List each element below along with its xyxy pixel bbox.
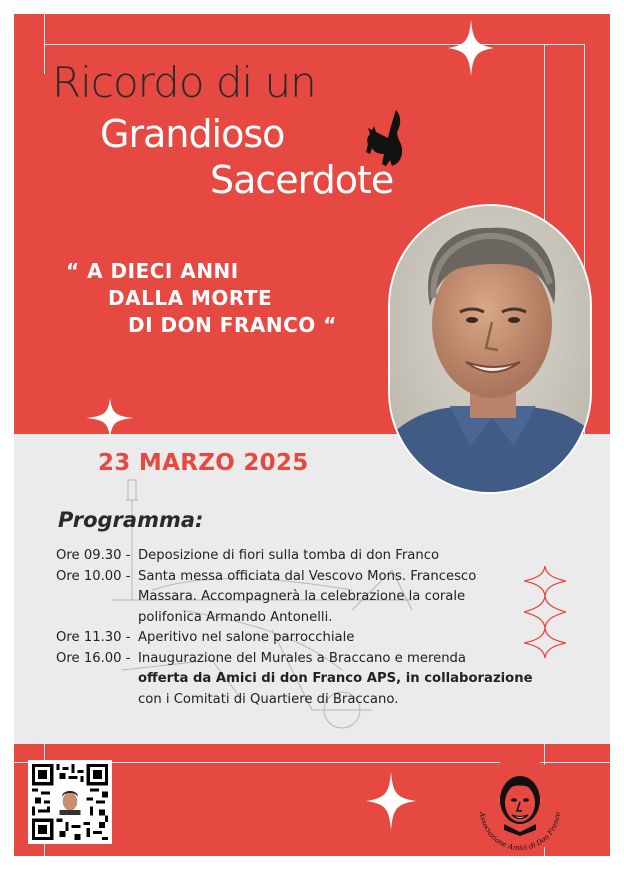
schedule-desc-line: Deposizione di fiori sulla tomba di don Franco [138, 548, 440, 563]
title-line-1: Ricordo di un [52, 58, 316, 107]
schedule-desc [138, 628, 546, 649]
sparkle-icon [448, 20, 494, 76]
schedule-time: Ore 09.30 - [56, 548, 131, 563]
schedule-item [56, 567, 546, 629]
schedule-desc-line: Aperitivo nel salone parrocchiale [138, 630, 355, 645]
schedule-desc-line: polifonica Armando Antonelli. [138, 609, 333, 625]
quote-block [66, 258, 386, 339]
diamond-chain-icon [524, 566, 566, 658]
schedule-item [56, 628, 546, 649]
schedule-time: Ore 16.00 - [56, 650, 131, 666]
schedule-desc [138, 649, 546, 711]
schedule-desc-line: Massara. Accompagnerà la celebrazione la corale [138, 589, 466, 604]
logo-text: Associazione Amici di Don Franco [477, 811, 562, 853]
schedule-desc-line: con i Comitati di Quartiere di Braccano. [138, 691, 399, 707]
schedule-item [56, 546, 546, 567]
quote-line: “ A DIECI ANNI [66, 259, 239, 283]
schedule-list [56, 546, 546, 710]
frame-line [44, 44, 584, 45]
event-date: 23 MARZO 2025 [98, 450, 309, 476]
schedule-time: Ore 11.30 - [56, 630, 131, 645]
portrait-photo [388, 204, 592, 494]
quote-line: DI DON FRANCO “ [128, 313, 337, 337]
program-title: Programma: [58, 508, 204, 532]
sparkle-icon [86, 398, 134, 438]
schedule-desc-line: offerta da Amici di don Franco APS, in collaborazione [138, 671, 533, 686]
title-line-3: Sacerdote [210, 158, 394, 202]
schedule-desc [138, 567, 546, 629]
sparkle-icon [366, 772, 416, 830]
title-line-2: Grandioso [100, 112, 285, 156]
quote-line: DALLA MORTE [108, 286, 273, 310]
association-logo [470, 756, 570, 856]
cat-silhouette-icon [362, 108, 408, 168]
schedule-desc [138, 546, 546, 567]
schedule-time: Ore 10.00 - [56, 568, 131, 584]
qr-code[interactable] [28, 760, 112, 844]
schedule-item [56, 649, 546, 711]
schedule-desc-line: Inaugurazione del Murales a Braccano e merenda [138, 650, 467, 666]
schedule-desc-line: Santa messa officiata dal Vescovo Mons. Francesco [138, 568, 477, 584]
